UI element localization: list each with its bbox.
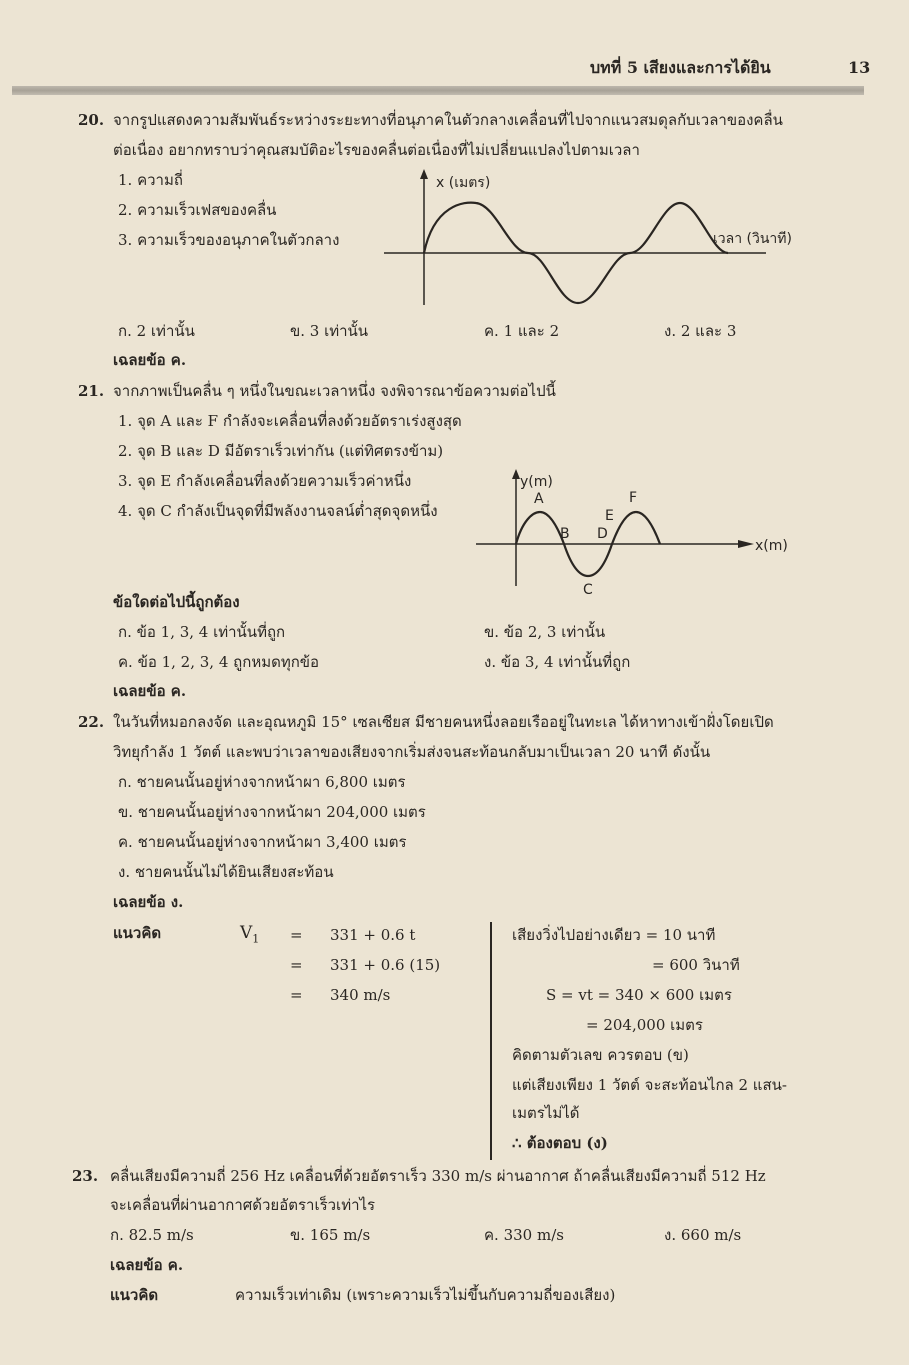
x-axis-label: เวลา (วินาที) <box>713 231 792 247</box>
method-text: ความเร็วเท่าเดิม (เพราะความเร็วไม่ขึ้นกับความถี่ของเสียง) <box>235 1286 616 1304</box>
calc-line: S = vt = 340 × 600 เมตร <box>546 986 732 1004</box>
conclusion: ∴ ต้องตอบ (ง) <box>512 1134 608 1152</box>
position-wave-graph <box>470 462 810 600</box>
choice: ก. ชายคนนั้นอยู่ห่างจากหน้าผา 6,800 เมตร <box>118 773 406 791</box>
velocity-subscript: 1 <box>252 932 260 946</box>
choice: ง. 660 m/s <box>664 1226 742 1244</box>
question-text: จะเคลื่อนที่ผ่านอากาศด้วยอัตราเร็วเท่าไร <box>110 1196 376 1214</box>
list-item: 3. ความเร็วของอนุภาคในตัวกลาง <box>118 231 340 249</box>
choice: ค. 330 m/s <box>484 1226 564 1244</box>
equals-sign: = <box>290 926 303 944</box>
point-label-f: F <box>629 490 638 506</box>
equals-sign: = <box>290 986 303 1004</box>
list-item: 2. จุด B และ D มีอัตราเร็วเท่ากัน (แต่ทิศตรงข้าม) <box>118 442 444 460</box>
calc-line: 331 + 0.6 (15) <box>330 956 441 974</box>
choice: ข. 3 เท่านั้น <box>290 322 369 340</box>
y-axis-arrow <box>420 169 428 179</box>
answer: เฉลยข้อ ง. <box>113 893 184 911</box>
time-wave-graph <box>380 165 810 310</box>
question-number: 20. <box>78 111 105 129</box>
question-text: จากภาพเป็นคลื่น ๆ หนึ่งในขณะเวลาหนึ่ง จงพิจารณาข้อความต่อไปนี้ <box>113 382 556 400</box>
choice: ค. 1 และ 2 <box>484 322 560 340</box>
x-axis-label: x(m) <box>755 538 788 554</box>
method-label: แนวคิด <box>113 924 162 942</box>
list-item: 1. ความถี่ <box>118 171 183 189</box>
point-label-e: E <box>605 508 614 524</box>
calc-line: แต่เสียงเพียง 1 วัตต์ จะสะท้อนไกล 2 แสน- <box>512 1076 787 1094</box>
y-axis-arrow <box>512 469 520 479</box>
list-item: 1. จุด A และ F กำลังจะเคลื่อนที่ลงด้วยอัตราเร่งสูงสุด <box>118 412 462 430</box>
velocity-symbol: $V_1$ <box>240 923 260 946</box>
question-number: 22. <box>78 713 105 731</box>
question-text: จากรูปแสดงความสัมพันธ์ระหว่างระยะทางที่อนุภาคในตัวกลางเคลื่อนที่ไปจากแนวสมดุลกับเวลาของคลื่น <box>113 111 783 129</box>
calc-line: = 204,000 เมตร <box>586 1016 703 1034</box>
y-axis-label: x (เมตร) <box>436 175 491 191</box>
choice: ข. ข้อ 2, 3 เท่านั้น <box>484 623 606 641</box>
chapter-title: บทที่ 5 เสียงและการได้ยิน <box>590 58 771 77</box>
calc-line: เสียงวิ่งไปอย่างเดียว = 10 นาที <box>512 926 716 944</box>
list-item: 3. จุด E กำลังเคลื่อนที่ลงด้วยความเร็วค่าหนึ่ง <box>118 472 412 490</box>
y-axis-label: y(m) <box>520 474 553 490</box>
answer: เฉลยข้อ ค. <box>110 1256 184 1274</box>
answer: เฉลยข้อ ค. <box>113 682 187 700</box>
point-label-d: D <box>597 526 608 542</box>
calc-line: 331 + 0.6 t <box>330 926 416 944</box>
calc-line: = 600 วินาที <box>652 956 740 974</box>
column-divider <box>490 922 492 1160</box>
question-text: คลื่นเสียงมีความถี่ 256 Hz เคลื่อนที่ด้วยอัตราเร็ว 330 m/s ผ่านอากาศ ถ้าคลื่นเสียงมีความถี่ 512 Hz <box>110 1167 766 1185</box>
method-label: แนวคิด <box>110 1286 159 1304</box>
list-item: 4. จุด C กำลังเป็นจุดที่มีพลังงานจลน์ต่ำสุดจุดหนึ่ง <box>118 502 438 520</box>
list-item: 2. ความเร็วเฟสของคลื่น <box>118 201 277 219</box>
choice: ก. 2 เท่านั้น <box>118 322 195 340</box>
choice: ก. 82.5 m/s <box>110 1226 194 1244</box>
question-text: ต่อเนื่อง อยากทราบว่าคุณสมบัติอะไรของคลื่นต่อเนื่องที่ไม่เปลี่ยนแปลงไปตามเวลา <box>113 141 640 159</box>
choice: ค. ข้อ 1, 2, 3, 4 ถูกหมดทุกข้อ <box>118 653 320 671</box>
calc-line: เมตรไม่ได้ <box>512 1104 580 1122</box>
question-text: ในวันที่หมอกลงจัด และอุณหภูมิ 15° เซลเซียส มีชายคนหนึ่งลอยเรืออยู่ในทะเล ได้หาทางเข้าฝั่งโดยเปิด <box>113 713 774 731</box>
point-label-b: B <box>560 526 570 542</box>
answer: เฉลยข้อ ค. <box>113 351 187 369</box>
question-number: 21. <box>78 382 105 400</box>
x-axis-arrow <box>738 540 754 548</box>
question-text: วิทยุกำลัง 1 วัตต์ และพบว่าเวลาของเสียงจากเริ่มส่งจนสะท้อนกลับมาเป็นเวลา 20 นาที ดังนั้น <box>113 743 711 761</box>
point-label-a: A <box>534 491 544 507</box>
choice: ค. ชายคนนั้นอยู่ห่างจากหน้าผา 3,400 เมตร <box>118 833 407 851</box>
choice: ก. ข้อ 1, 3, 4 เท่านั้นที่ถูก <box>118 623 286 641</box>
choice: ง. ข้อ 3, 4 เท่านั้นที่ถูก <box>484 653 631 671</box>
equals-sign: = <box>290 956 303 974</box>
question-prompt: ข้อใดต่อไปนี้ถูกต้อง <box>113 593 240 611</box>
question-number: 23. <box>72 1167 99 1185</box>
calc-line: คิดตามตัวเลข ควรตอบ (ข) <box>512 1046 689 1064</box>
choice: ง. 2 และ 3 <box>664 322 737 340</box>
header-rule <box>12 86 864 95</box>
page-number: 13 <box>848 58 871 77</box>
choice: ข. ชายคนนั้นอยู่ห่างจากหน้าผา 204,000 เมตร <box>118 803 426 821</box>
calc-line: 340 m/s <box>330 986 391 1004</box>
choice: ข. 165 m/s <box>290 1226 371 1244</box>
choice: ง. ชายคนนั้นไม่ได้ยินเสียงสะท้อน <box>118 863 334 881</box>
point-label-c: C <box>583 582 593 598</box>
